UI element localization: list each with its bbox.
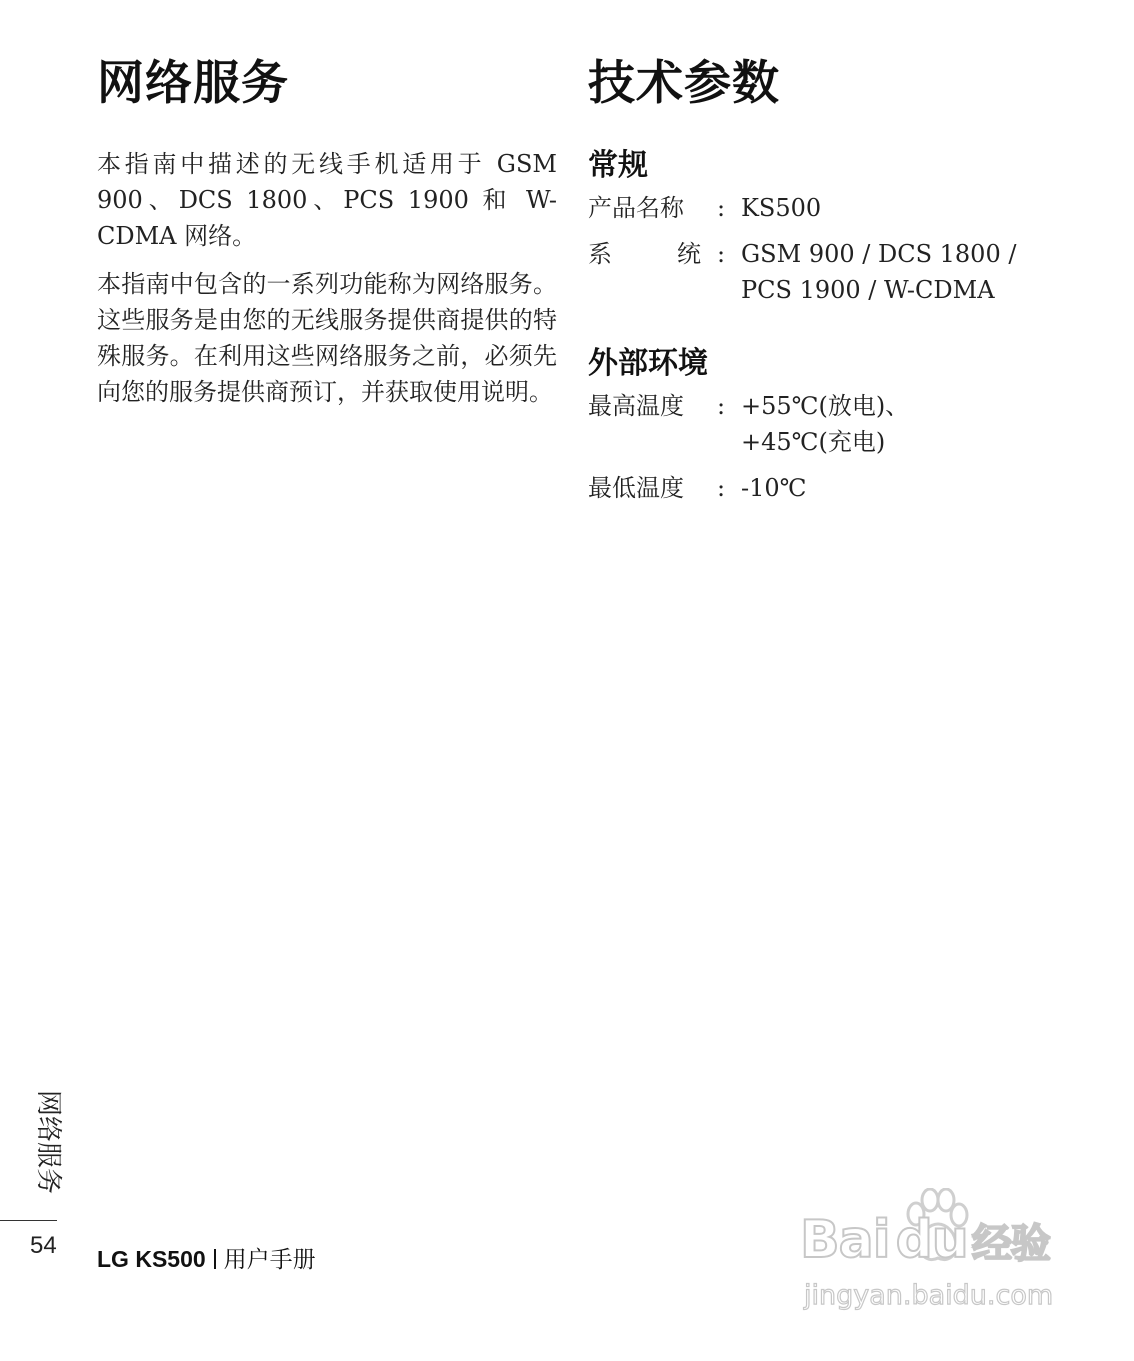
min-temperature-label: 最低温度: [588, 474, 684, 502]
watermark-logo-cn: 经验: [971, 1221, 1050, 1267]
system-value: GSM 900 / DCS 1800 / PCS 1900 / W-CDMA: [741, 240, 1017, 304]
watermark-url: jingyan.baidu.com: [804, 1280, 1054, 1311]
max-temperature-row: [588, 388, 1058, 460]
right-column: [588, 52, 1058, 516]
min-temperature-row: [588, 470, 1058, 506]
baidu-jingyan-watermark: [800, 1188, 1070, 1318]
max-temperature-value: +55℃(放电)、 +45℃(充电): [741, 392, 910, 456]
product-name-label: 产品名称: [588, 194, 684, 222]
system-label: [588, 236, 701, 308]
footer-title: [97, 1241, 316, 1274]
system-label-char-2: 统: [677, 240, 701, 268]
min-temperature-value: -10℃: [741, 474, 807, 502]
max-temperature-label: 最高温度: [588, 392, 684, 420]
system-row: [588, 236, 1058, 308]
colon: :: [716, 240, 726, 268]
network-services-paragraph-2: 本指南中包含的一系列功能称为网络服务。这些服务是由您的无线服务提供商提供的特殊服务。在利用这些网络服务之前，必须先向您的服务提供商预订，并获取使用说明。: [97, 270, 557, 406]
colon: :: [716, 474, 726, 502]
footer-separator: [214, 1249, 216, 1269]
general-heading: 常规: [588, 148, 648, 183]
network-services-paragraph-1: 本指南中描述的无线手机适用于 GSM 900、DCS 1800、PCS 1900 和 W-CDMA 网络。: [97, 150, 557, 250]
colon: :: [716, 194, 726, 222]
side-section-tab: [28, 1090, 68, 1210]
watermark-logo-bai: Bai: [800, 1210, 890, 1270]
specifications-title: 技术参数: [588, 56, 780, 111]
page-number: 54: [30, 1232, 57, 1259]
footer-label: 用户手册: [223, 1246, 316, 1272]
footer-brand: LG KS500: [97, 1246, 206, 1272]
environment-heading: 外部环境: [588, 346, 708, 381]
product-name-row: [588, 190, 1058, 226]
side-section-label: 网络服务: [33, 1090, 63, 1195]
footer-divider: [0, 1220, 57, 1221]
watermark-logo-du: du: [895, 1210, 968, 1270]
network-services-title: 网络服务: [97, 56, 289, 111]
watermark-logo: [800, 1210, 1050, 1270]
system-label-char-1: 系: [588, 240, 612, 268]
product-name-value: KS500: [741, 194, 822, 222]
left-column: [97, 52, 557, 422]
colon: :: [716, 392, 726, 420]
